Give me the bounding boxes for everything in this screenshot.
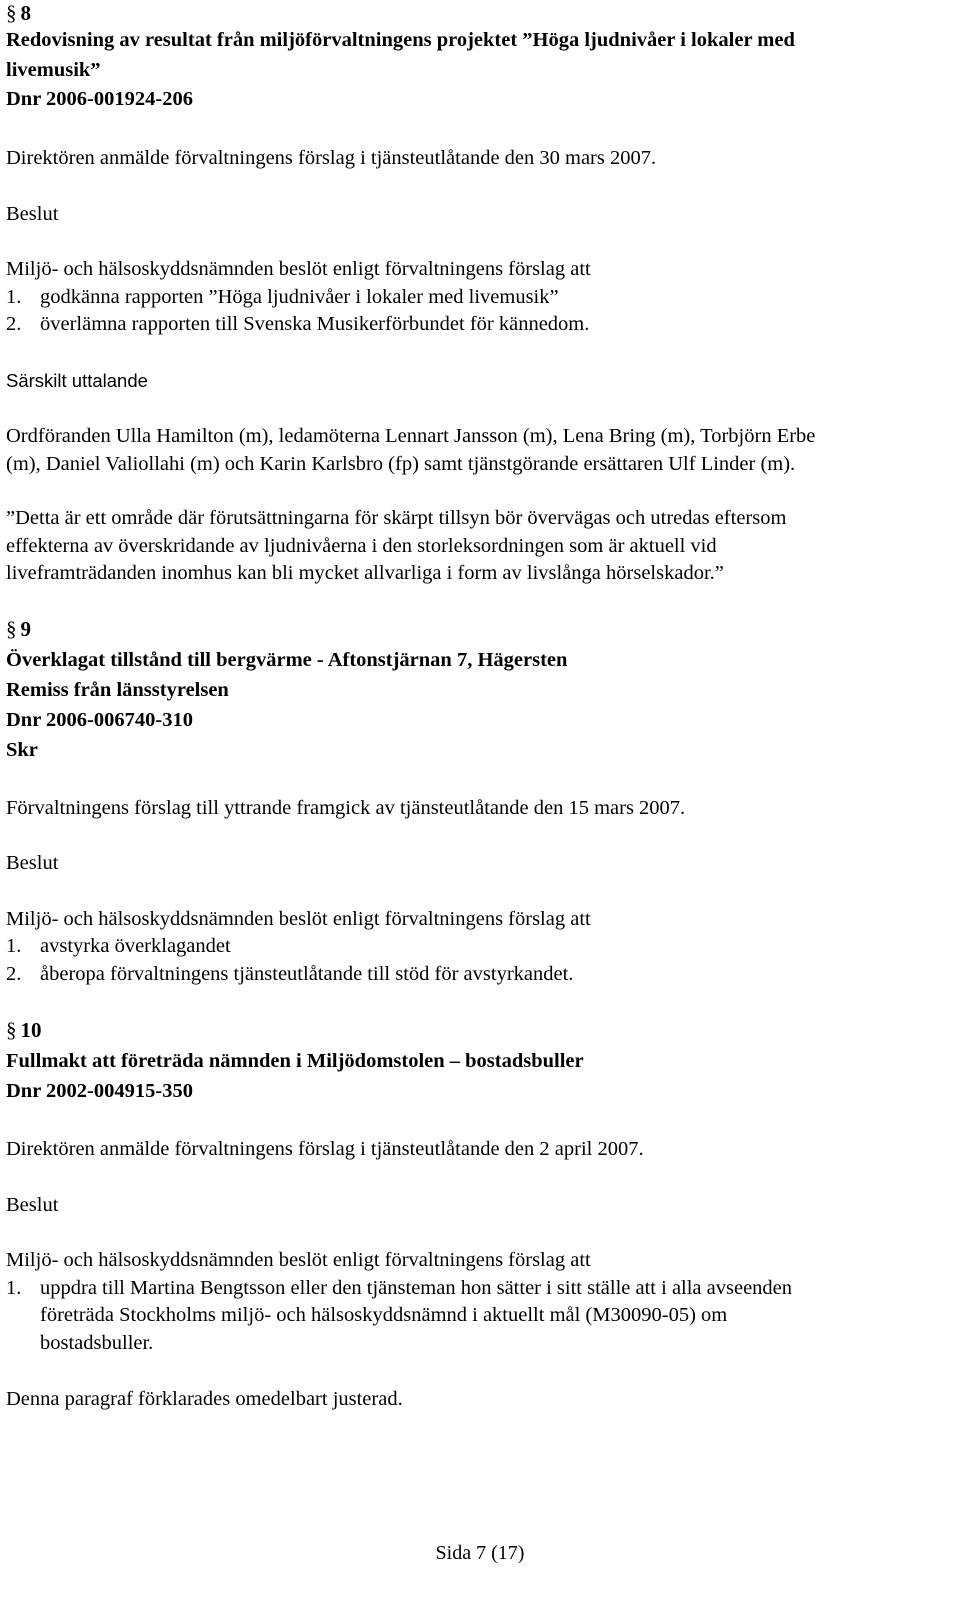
section-8-title-line-2: livemusik” [6,59,101,81]
section-9-beslut-heading: Beslut [6,852,59,874]
section-8-dnr: Dnr 2006-001924-206 [6,88,193,110]
special-statement-line-2: (m), Daniel Valiollahi (m) och Karin Karlsbro (fp) samt tjänstgörande ersättaren Ulf Linder (m). [6,453,796,475]
section-number: 10 [20,1018,42,1042]
section-8-decision-2 [6,311,589,337]
list-text: överlämna rapporten till Svenska Musikerförbundet för kännedom. [40,313,590,335]
section-9-subtitle: Remiss från länsstyrelsen [6,679,229,701]
list-text: uppdra till Martina Bengtsson eller den tjänsteman hon sätter i sitt ställe att i alla avseenden [40,1277,793,1299]
section-9-dnr: Dnr 2006-006740-310 [6,709,193,731]
section-9-tag: Skr [6,739,38,761]
section-9-decision-1 [6,933,231,959]
section-8-title-line-1: Redovisning av resultat från miljöförvaltningens projektet ”Höga ljudnivåer i lokaler med [6,29,795,51]
section-8-beslut-heading: Beslut [6,203,59,225]
section-8-decision-intro: Miljö- och hälsoskyddsnämnden beslöt enligt förvaltningens förslag att [6,258,591,280]
section-10-title: Fullmakt att företräda nämnden i Miljödomstolen – bostadsbuller [6,1050,584,1072]
section-10-heading [6,1017,42,1043]
section-9-decision-intro: Miljö- och hälsoskyddsnämnden beslöt enligt förvaltningens förslag att [6,908,591,930]
section-symbol: § [6,1,17,25]
section-9-intro: Förvaltningens förslag till yttrande framgick av tjänsteutlåtande den 15 mars 2007. [6,797,686,819]
section-10-beslut-heading: Beslut [6,1194,59,1216]
list-text: avstyrka överklagandet [40,935,231,957]
section-10-decision-1-line-2: företräda Stockholms miljö- och hälsoskyddsnämnd i aktuellt mål (M30090-05) om [40,1304,728,1326]
list-number: 1. [6,286,22,308]
section-10-decision-1-line-1 [6,1275,792,1301]
section-8-decision-1 [6,284,559,310]
section-number: 8 [20,1,31,25]
list-number: 1. [6,935,22,957]
section-number: 9 [20,617,31,641]
section-symbol: § [6,617,17,641]
quote-line-2: effekterna av överskridande av ljudnivåerna i den storleksordningen som är aktuell vid [6,535,717,557]
list-number: 2. [6,963,22,985]
section-10-closing: Denna paragraf förklarades omedelbart justerad. [6,1388,403,1410]
section-10-decision-1-line-3: bostadsbuller. [40,1332,154,1354]
section-10-dnr: Dnr 2002-004915-350 [6,1080,193,1102]
list-text: godkänna rapporten ”Höga ljudnivåer i lokaler med livemusik” [40,286,559,308]
special-statement-line-1: Ordföranden Ulla Hamilton (m), ledamöterna Lennart Jansson (m), Lena Bring (m), Torbjörn Erbe [6,425,816,447]
page-number-footer: Sida 7 (17) [435,1542,525,1564]
section-8-intro: Direktören anmälde förvaltningens förslag i tjänsteutlåtande den 30 mars 2007. [6,147,657,169]
list-text: åberopa förvaltningens tjänsteutlåtande till stöd för avstyrkandet. [40,963,574,985]
section-8-heading [6,0,31,26]
quote-line-1: ”Detta är ett område där förutsättningarna för skärpt tillsyn bör övervägas och utredas eftersom [6,507,787,529]
section-9-title: Överklagat tillstånd till bergvärme - Aftonstjärnan 7, Hägersten [6,649,568,671]
section-9-decision-2 [6,961,573,987]
list-number: 2. [6,313,22,335]
section-10-intro: Direktören anmälde förvaltningens förslag i tjänsteutlåtande den 2 april 2007. [6,1138,644,1160]
section-symbol: § [6,1018,17,1042]
list-number: 1. [6,1277,22,1299]
section-9-heading [6,616,31,642]
quote-line-3: liveframträdanden inomhus kan bli mycket allvarliga i form av livslånga hörselskador.” [6,562,724,584]
special-statement-heading: Särskilt uttalande [6,370,148,391]
section-10-decision-intro: Miljö- och hälsoskyddsnämnden beslöt enligt förvaltningens förslag att [6,1249,591,1271]
